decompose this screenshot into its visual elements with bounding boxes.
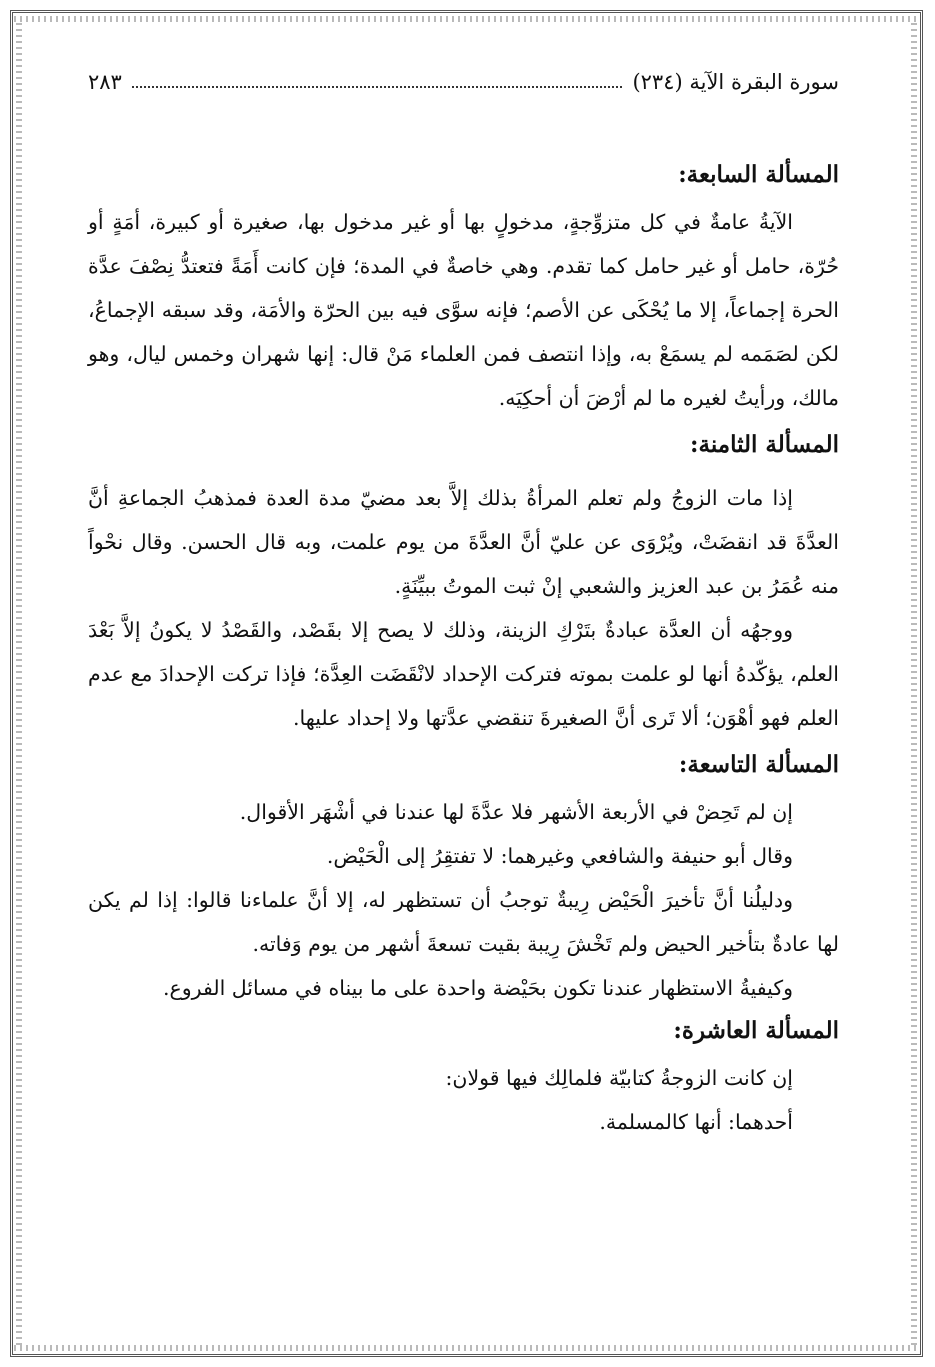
paragraph: أحدهما: أنها كالمسلمة. <box>599 1110 793 1134</box>
paragraph: إن لم تَحِضْ في الأربعة الأشهر فلا عدَّةَ لها عندنا في أشْهَر الأقوال. <box>239 800 793 824</box>
paragraph: الآيةُ عامةٌ في كل متزوِّجةٍ، مدخولٍ بها أو غير مدخول بها، صغيرة أو كبيرة، أمَةٍ أو حُرّة، حامل أو غير حامل كما تقدم. وهي خاصةٌ في المدة؛ فإن كانت أَمَةً فتعتدُّ نِصْفَ عدَّة الحرة إجماعاً، إلا ما يُحْكَى عن الأصم؛ فإنه سوَّى فيه بين الحرّة والأمَة، وقد سبقه الإجماعُ، لكن لصَمَمه لم يسمَعْ به، وإذا انتصف فمن العلماء مَنْ قال: إنها شهران وخمس ليال، وهو مالك، ورأيتُ لغيره ما لم أرْضَ أن أحكِيَه. <box>88 210 839 410</box>
paragraph: وكيفيةُ الاستظهار عندنا تكون بحَيْضة واحدة على ما بيناه في مسائل الفروع. <box>163 976 793 1000</box>
section-heading: المسألة السابعة: <box>678 161 839 188</box>
paragraph: إن كانت الزوجةُ كتابيّة فلمالِك فيها قولان: <box>445 1066 793 1090</box>
border-ornament-right <box>911 22 917 1345</box>
paragraph: ووجهُه أن العدَّة عبادةٌ بتَرْكِ الزينة، وذلك لا يصح إلا بقَصْد، والقَصْدُ لا يكونُ إلاَّ بَعْدَ العلم، يؤكّدهُ أنها لو علمت بموته فتركت الإحداد لانْقَضَت العِدَّة؛ فإذا تركت الإحدادَ مع عدم العلم فهو أهْوَن؛ ألا تَرى أنَّ الصغيرةَ تنقضي عدَّتها ولا إحداد عليها. <box>88 618 839 730</box>
running-header <box>88 62 839 102</box>
section-eighth <box>88 424 839 740</box>
section-heading: المسألة الثامنة: <box>690 431 839 458</box>
section-heading: المسألة العاشرة: <box>673 1017 839 1044</box>
paragraph: إذا مات الزوجُ ولم تعلم المرأةُ بذلك إلاَّ بعد مضيّ مدة العدة فمذهبُ الجماعةِ أنَّ العدَّةَ قد انقضَتْ، ويُرْوَى عن عليّ أنَّ العدَّةَ من يوم علمت، وبه قال الحسن. وقال نحْواً منه عُمَرُ بن عبد العزيز والشعبي إنْ ثبت الموتُ ببيِّنَةٍ. <box>88 486 839 598</box>
paragraph: وقال أبو حنيفة والشافعي وغيرهما: لا تفتقِرُ إلى الْحَيْض. <box>326 844 793 868</box>
section-heading: المسألة التاسعة: <box>678 751 839 778</box>
leader-dots <box>132 76 623 88</box>
section-tenth <box>88 1010 839 1144</box>
page-number: ٢٨٣ <box>88 70 122 94</box>
section-ninth <box>88 744 839 1010</box>
border-ornament-bottom <box>14 1345 919 1351</box>
running-title: سورة البقرة الآية (٢٣٤) <box>632 70 839 94</box>
page-content <box>88 62 839 1144</box>
section-seventh <box>88 154 839 420</box>
border-ornament-left <box>16 22 22 1345</box>
border-ornament-top <box>14 16 919 22</box>
paragraph: ودليلُنا أنَّ تأخيرَ الْحَيْض رِيبةٌ توجبُ أن تستظهر له، إلا أنَّ علماءنا قالوا: إذا لم يكن لها عادةٌ بتأخير الحيض ولم تَخْشَ رِيبة بقيت تسعةَ أشهر من يوم وَفاته. <box>88 888 839 956</box>
